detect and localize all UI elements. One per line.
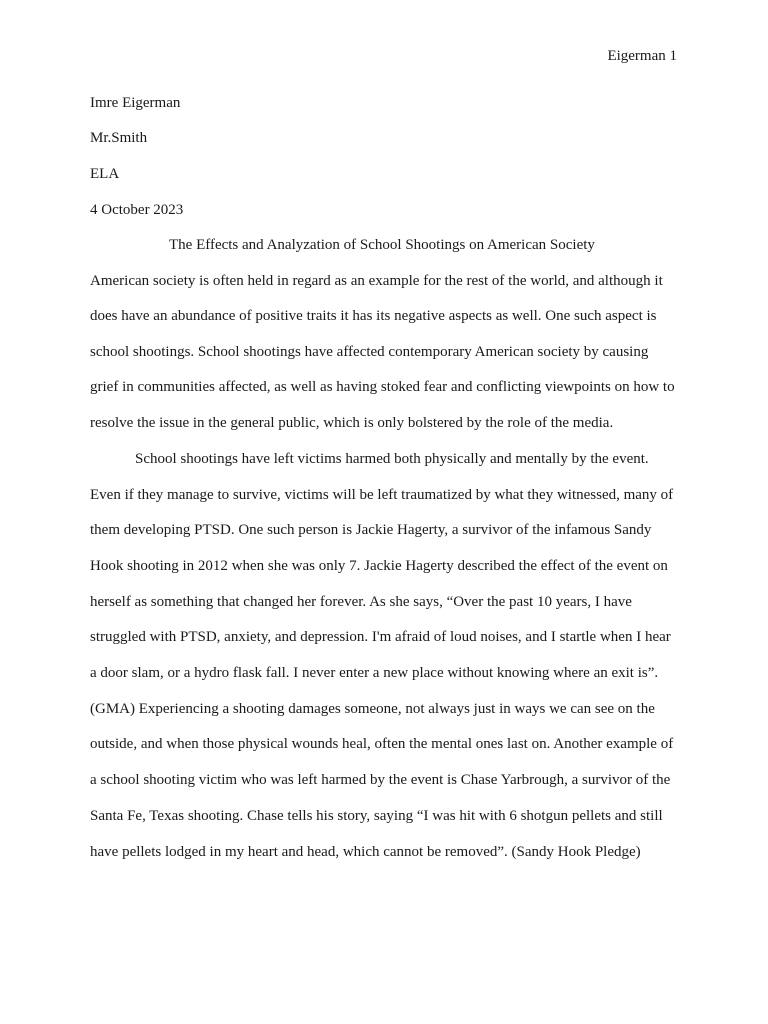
paragraph-2-line: a school shooting victim who was left harmed by the event is Chase Yarbrough, a survivor of the xyxy=(90,772,671,788)
date: 4 October 2023 xyxy=(90,202,184,218)
paragraph-1-line: resolve the issue in the general public, which is only bolstered by the role of the media. xyxy=(90,415,614,431)
paragraph-2-line: them developing PTSD. One such person is Jackie Hagerty, a survivor of the infamous Sandy xyxy=(90,522,652,538)
paragraph-1-line: grief in communities affected, as well as having stoked fear and conflicting viewpoints on how to xyxy=(90,379,675,395)
teacher-name: Mr.Smith xyxy=(90,130,148,146)
paragraph-2-line: have pellets lodged in my heart and head, which cannot be removed”. (Sandy Hook Pledge) xyxy=(90,844,641,860)
paragraph-2-line: Even if they manage to survive, victims will be left traumatized by what they witnessed, many of xyxy=(90,487,674,503)
paragraph-2-line: a door slam, or a hydro flask fall. I never enter a new place without knowing where an exit is”. xyxy=(90,665,659,681)
paragraph-2-line: herself as something that changed her forever. As she says, “Over the past 10 years, I have xyxy=(90,594,632,610)
paragraph-2-line: Santa Fe, Texas shooting. Chase tells his story, saying “I was hit with 6 shotgun pellets and still xyxy=(90,808,663,824)
paragraph-2-line: Hook shooting in 2012 when she was only 7. Jackie Hagerty described the effect of the event on xyxy=(90,558,668,574)
paragraph-2-line: struggled with PTSD, anxiety, and depression. I'm afraid of loud noises, and I startle when I hear xyxy=(90,629,671,645)
paragraph-1-line: school shootings. School shootings have affected contemporary American society by causing xyxy=(90,344,649,360)
class-name: ELA xyxy=(90,166,120,182)
paragraph-1-line: does have an abundance of positive traits it has its negative aspects as well. One such aspect is xyxy=(90,308,657,324)
paragraph-1-line: American society is often held in regard as an example for the rest of the world, and although it xyxy=(90,273,663,289)
essay-title: The Effects and Analyzation of School Shootings on American Society xyxy=(169,237,595,253)
paragraph-2-line: outside, and when those physical wounds heal, often the mental ones last on. Another example of xyxy=(90,736,674,752)
student-name: Imre Eigerman xyxy=(90,95,181,111)
paragraph-2-line: (GMA) Experiencing a shooting damages someone, not always just in ways we can see on the xyxy=(90,701,655,717)
running-head: Eigerman 1 xyxy=(607,48,677,64)
paragraph-2-line: School shootings have left victims harmed both physically and mentally by the event. xyxy=(135,451,649,467)
